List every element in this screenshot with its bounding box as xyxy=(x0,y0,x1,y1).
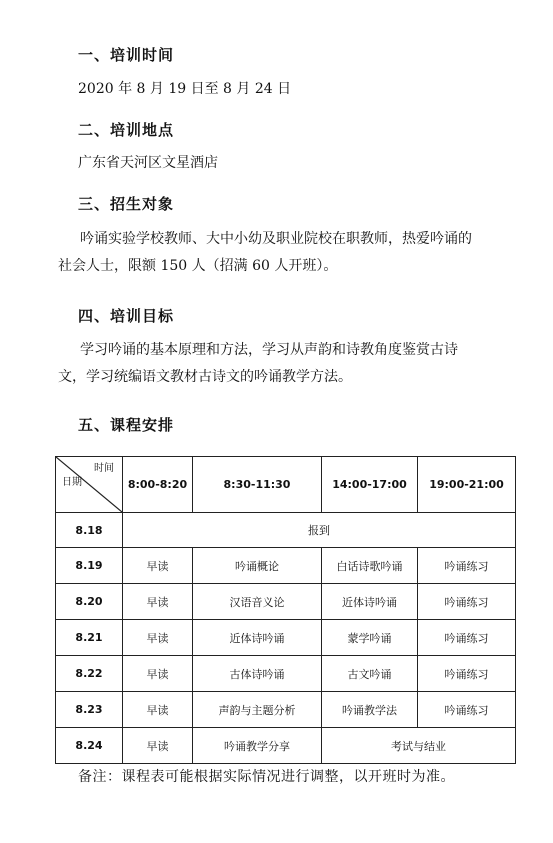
table-cell: 早读 xyxy=(123,656,193,692)
table-row xyxy=(56,584,516,620)
table-row xyxy=(56,620,516,656)
table-row xyxy=(56,548,516,584)
table-cell: 早读 xyxy=(123,548,193,584)
section-4-title: 四、培训目标 xyxy=(78,307,175,325)
table-cell: 吟诵练习 xyxy=(418,620,516,656)
table-corner-cell xyxy=(56,457,123,513)
table-cell: 吟诵教学法 xyxy=(322,692,418,728)
date-cell: 8.19 xyxy=(56,548,123,584)
corner-date-label: 日期 xyxy=(62,477,82,488)
table-cell: 蒙学吟诵 xyxy=(322,620,418,656)
date-cell: 8.20 xyxy=(56,584,123,620)
table-cell: 古体诗吟诵 xyxy=(193,656,322,692)
section-4-line-1: 学习吟诵的基本原理和方法，学习从声韵和诗教角度鉴赏古诗 xyxy=(80,342,458,358)
table-cell: 古文吟诵 xyxy=(322,656,418,692)
table-cell: 早读 xyxy=(123,620,193,656)
section-3-text xyxy=(58,226,520,280)
table-cell: 吟诵练习 xyxy=(418,656,516,692)
table-cell: 早读 xyxy=(123,584,193,620)
section-2-title: 二、培训地点 xyxy=(78,121,175,139)
table-cell: 白话诗歌吟诵 xyxy=(322,548,418,584)
table-cell: 吟诵概论 xyxy=(193,548,322,584)
table-cell: 近体诗吟诵 xyxy=(193,620,322,656)
table-cell: 吟诵练习 xyxy=(418,692,516,728)
table-row xyxy=(56,656,516,692)
table-header-row xyxy=(56,457,516,513)
header-cell: 14:00-17:00 xyxy=(322,457,418,513)
section-3-title: 三、招生对象 xyxy=(78,195,175,213)
table-cell: 吟诵练习 xyxy=(418,548,516,584)
header-cell: 8:00-8:20 xyxy=(123,457,193,513)
table-cell: 汉语音义论 xyxy=(193,584,322,620)
section-1-title: 一、培训时间 xyxy=(78,46,175,64)
table-row xyxy=(56,692,516,728)
merged-cell: 报到 xyxy=(123,513,516,548)
section-4-line-2: 文，学习统编语文教材古诗文的吟诵教学方法。 xyxy=(58,369,352,385)
date-cell: 8.23 xyxy=(56,692,123,728)
merged-cell: 考试与结业 xyxy=(322,728,516,764)
date-cell: 8.22 xyxy=(56,656,123,692)
date-cell: 8.21 xyxy=(56,620,123,656)
schedule-note: 备注：课程表可能根据实际情况进行调整，以开班时为准。 xyxy=(78,769,455,785)
schedule-table xyxy=(55,456,516,764)
table-cell: 早读 xyxy=(123,728,193,764)
section-1-text: 2020 年 8 月 19 日至 8 月 24 日 xyxy=(78,81,292,97)
date-cell: 8.24 xyxy=(56,728,123,764)
section-2-text: 广东省天河区文星酒店 xyxy=(78,155,218,171)
table-cell: 声韵与主题分析 xyxy=(193,692,322,728)
table-cell: 早读 xyxy=(123,692,193,728)
section-3-line-2: 社会人士，限额 150 人（招满 60 人开班）。 xyxy=(58,258,338,274)
date-cell: 8.18 xyxy=(56,513,123,548)
corner-time-label: 时间 xyxy=(94,463,114,474)
table-row xyxy=(56,728,516,764)
section-3-line-1: 吟诵实验学校教师、大中小幼及职业院校在职教师，热爱吟诵的 xyxy=(80,231,472,247)
section-4-text xyxy=(58,337,520,391)
table-cell: 近体诗吟诵 xyxy=(322,584,418,620)
table-cell: 吟诵教学分享 xyxy=(193,728,322,764)
header-cell: 8:30-11:30 xyxy=(193,457,322,513)
section-5-title: 五、课程安排 xyxy=(78,416,175,434)
header-cell: 19:00-21:00 xyxy=(418,457,516,513)
table-row xyxy=(56,513,516,548)
table-cell: 吟诵练习 xyxy=(418,584,516,620)
